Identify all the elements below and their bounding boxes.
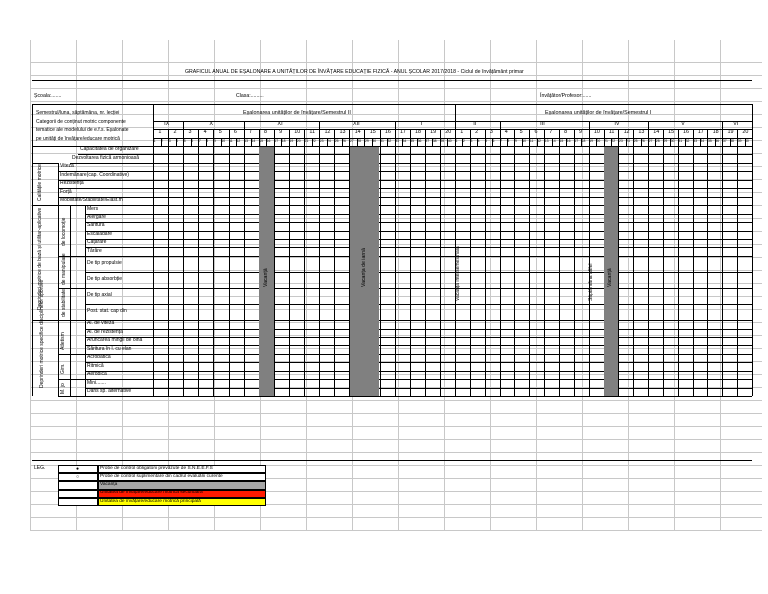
week-number: 3 — [188, 129, 192, 135]
lesson-number: 34 — [402, 139, 407, 143]
row-label: Capacitatea de organizare — [80, 146, 139, 153]
bg-grid-row — [30, 322, 762, 323]
bg-grid-row — [30, 270, 762, 271]
bg-grid-row — [30, 283, 762, 284]
week-number: 2 — [475, 129, 479, 135]
row-label: Îndemânare(cap. Coordinative) — [60, 171, 129, 178]
lesson-number: 5 — [485, 139, 488, 143]
lesson-number: 31 — [678, 139, 683, 143]
row-label: Escaladare — [87, 230, 113, 237]
bg-grid-row — [30, 530, 762, 531]
lesson-number: 32 — [685, 139, 690, 143]
week-number: 15 — [668, 129, 675, 135]
grid-col — [574, 129, 575, 396]
row-label: Mini....... — [87, 379, 106, 386]
month-divider — [500, 121, 501, 129]
grid-col — [274, 129, 275, 396]
row-line — [85, 214, 752, 215]
row-label: De tip absorbție — [87, 276, 123, 283]
lesson-number: 11 — [529, 139, 534, 143]
group-divider — [85, 205, 86, 396]
header-bottom — [32, 146, 752, 147]
bg-grid-row — [30, 257, 762, 258]
grid-col — [678, 129, 679, 396]
lesson-number: 21 — [604, 139, 608, 143]
grid-col — [663, 129, 664, 396]
month-label: XI — [277, 121, 283, 127]
row-line — [85, 247, 752, 248]
lesson-number: 14 — [551, 139, 556, 143]
month-label: I — [420, 121, 423, 127]
week-number: 19 — [430, 129, 437, 135]
group-label-capacities: Calitățile motrice — [37, 164, 43, 202]
group-divider — [58, 163, 59, 205]
lesson-number: 10 — [522, 139, 526, 143]
bg-grid-row — [30, 413, 762, 414]
lesson-number: 24 — [327, 139, 331, 143]
grid-col — [440, 129, 441, 396]
lesson-number: 33 — [395, 139, 399, 143]
lesson-number: 3 — [470, 139, 473, 143]
week-number: 16 — [384, 129, 391, 135]
grid-col — [244, 129, 245, 396]
lesson-number: 39 — [737, 139, 742, 143]
lesson-number: 36 — [715, 139, 720, 143]
bg-grid-row — [30, 348, 762, 349]
lesson-number: 6 — [492, 139, 495, 143]
lesson-number: 1 — [455, 139, 458, 143]
bg-grid-row — [30, 101, 762, 102]
row-label: Dans sp. alternative — [87, 388, 132, 395]
grid-col — [425, 129, 426, 396]
month-divider — [183, 121, 184, 129]
row-label: Acrobatică — [87, 354, 111, 361]
bg-grid-row — [30, 153, 762, 154]
grid-col — [722, 129, 723, 396]
row-line — [85, 272, 752, 273]
week-number: 13 — [339, 129, 346, 135]
legend-top-line — [32, 460, 752, 461]
week-number: 12 — [623, 129, 630, 135]
legend-text: Probe de control obligatorii prevăzute de S.N.E.E.F.S — [100, 465, 213, 471]
header-label: Semestrul/luna, săptămâna, nr. lecției — [36, 110, 120, 116]
legend-text: Unitatea de învățare/educare motrică principală — [100, 498, 201, 504]
row-label: Post. stat. cap din — [87, 308, 127, 315]
month-label: IV — [614, 121, 620, 127]
week-number: 11 — [608, 129, 615, 135]
week-number: 10 — [593, 129, 600, 135]
lesson-number: 3 — [168, 139, 171, 143]
lesson-number: 13 — [544, 139, 549, 143]
legend-symbol-cell — [58, 490, 98, 498]
month-label: IX — [164, 121, 170, 127]
lesson-number: 12 — [537, 139, 541, 143]
week-number: 15 — [369, 129, 376, 135]
grid-col — [395, 129, 396, 396]
row-label: Mobilitate/Stabilitate/Elast.m — [60, 197, 123, 204]
grid-col — [693, 129, 694, 396]
lesson-number: 40 — [447, 139, 452, 143]
header-top — [32, 104, 752, 105]
legend-symbol-cell — [58, 498, 98, 506]
row-label: Cățărare — [87, 239, 107, 246]
lesson-number: 26 — [641, 139, 645, 143]
week-number: 3 — [489, 129, 493, 135]
legend-text: Vacanța — [100, 482, 118, 488]
week-number: 7 — [549, 129, 553, 135]
lesson-number: 30 — [670, 139, 675, 143]
lesson-number: 22 — [611, 139, 616, 143]
lesson-number: 13 — [244, 139, 248, 143]
grid-col — [648, 129, 649, 396]
week-number: 9 — [579, 129, 583, 135]
grid-col — [380, 129, 381, 396]
lesson-number: 28 — [655, 139, 660, 143]
week-number: 18 — [712, 129, 719, 135]
bg-grid-row — [30, 296, 762, 297]
grid-col — [213, 129, 214, 396]
lesson-number: 28 — [357, 139, 362, 143]
group-divider — [58, 205, 59, 396]
month-divider — [244, 121, 245, 129]
grid-col — [529, 129, 530, 396]
teacher-label: Învățător/Profesor:...... — [540, 93, 592, 99]
row-label: Alergare — [87, 214, 106, 221]
row-line — [70, 163, 752, 164]
lesson-number: 23 — [618, 139, 623, 143]
row-line — [85, 329, 752, 330]
lesson-number: 20 — [596, 139, 601, 143]
week-number: 17 — [399, 129, 406, 135]
week-number: 11 — [309, 129, 315, 135]
week-number: 16 — [682, 129, 689, 135]
frame-left — [32, 104, 33, 396]
grid-col — [183, 129, 184, 396]
week-number: 4 — [203, 129, 207, 135]
grid-col — [153, 129, 154, 396]
month-divider — [395, 121, 396, 129]
header-label: Categorii de conținut motric componente — [36, 118, 126, 125]
lesson-number: 10 — [221, 139, 226, 143]
lesson-number: 19 — [589, 139, 594, 143]
grid-col — [544, 129, 545, 396]
lesson-number: 8 — [206, 139, 209, 143]
lesson-number: 34 — [700, 139, 705, 143]
row-label: Târâre — [87, 247, 102, 254]
lesson-number: 37 — [722, 139, 727, 143]
row-line — [85, 354, 752, 355]
lesson-number: 35 — [410, 139, 415, 143]
row-label: Al. de rezistență — [87, 328, 123, 335]
grid-col — [334, 129, 335, 396]
row-label: Al. de viteză — [87, 320, 115, 327]
bg-grid-row — [30, 114, 762, 115]
bg-grid-row — [30, 309, 762, 310]
group-divider — [70, 205, 71, 320]
grid-col — [485, 129, 486, 396]
sub-label-locomotion: de locomoție — [61, 217, 67, 246]
week-number: 1 — [158, 129, 162, 135]
group-line — [58, 320, 85, 321]
vacation-label: Săptămâna altfel — [588, 263, 595, 302]
lesson-number: 29 — [663, 139, 668, 143]
group-label-basic-skills: Deprinderi motrice de bază și utilitar-aplicative — [37, 207, 43, 311]
row-label: Forță — [60, 188, 72, 195]
lesson-number: 23 — [319, 139, 324, 143]
vacation-label: Vacanță intersemestrială — [454, 246, 461, 302]
group-line — [58, 379, 85, 380]
legend-text: Unitatea de învățare/educare motrică secundară — [100, 490, 203, 496]
row-label: Rezistență — [60, 180, 84, 187]
legend-symbol-cell — [58, 481, 98, 489]
vacation-label: Vacanța de iarnă — [360, 248, 367, 288]
lesson-number: 38 — [432, 139, 437, 143]
month-label: II — [473, 121, 477, 127]
row-label: Viteză — [60, 163, 74, 170]
vacation-label: Vacanță — [262, 268, 269, 288]
lesson-number: 8 — [507, 139, 510, 143]
grid-col — [410, 129, 411, 396]
lesson-number: 18 — [581, 139, 586, 143]
week-number: 19 — [727, 129, 734, 135]
month-label: V — [681, 121, 685, 127]
row-line — [78, 154, 752, 155]
lesson-number: 26 — [342, 139, 346, 143]
week-number: 13 — [638, 129, 645, 135]
lesson-number: 30 — [372, 139, 377, 143]
bg-grid-row — [30, 218, 762, 219]
legend-symbol: ○ — [76, 473, 80, 480]
bg-grid-row — [30, 127, 762, 128]
lesson-number: 37 — [425, 139, 430, 143]
lesson-number: 40 — [744, 139, 749, 143]
lesson-number: 25 — [633, 139, 638, 143]
legend-title: LEG. — [34, 465, 46, 471]
lesson-number: 2 — [160, 139, 163, 143]
bg-grid-row — [30, 426, 762, 427]
frame-right — [752, 104, 753, 396]
lesson-number: 16 — [566, 139, 571, 143]
legend-symbol: ● — [76, 465, 80, 472]
bg-grid-row — [30, 439, 762, 440]
week-number: 12 — [324, 129, 331, 135]
lesson-number: 1 — [153, 139, 156, 143]
row-line — [85, 239, 752, 240]
lesson-number: 5 — [183, 139, 186, 143]
lesson-number: 14 — [251, 139, 256, 143]
lesson-number: 7 — [500, 139, 503, 143]
lesson-number: 4 — [176, 139, 178, 143]
lesson-number: 9 — [214, 139, 216, 143]
lesson-number: 33 — [693, 139, 697, 143]
grid-col — [289, 129, 290, 396]
row-line — [85, 304, 752, 305]
sub-label-sport-games: M. jo — [60, 383, 66, 395]
row-line — [85, 256, 752, 257]
grid-col — [168, 129, 169, 396]
group-label-sport-skills: Deprinderi motrice specifice disciplinelor sportive — [39, 280, 45, 389]
row-line — [85, 231, 752, 232]
week-number: 5 — [218, 129, 222, 135]
row-line — [85, 288, 752, 289]
row-label: Ritmică — [87, 362, 104, 369]
legend-text-cell — [98, 481, 266, 489]
group-line — [58, 354, 85, 355]
lesson-number: 22 — [311, 139, 316, 143]
row-label: Aruncarea mingii de oină — [87, 337, 143, 344]
sub-label-stability: de stabilitate — [61, 288, 67, 318]
grid-col — [737, 129, 738, 396]
lesson-number: 11 — [229, 139, 233, 143]
legend-text: Probe de control suplimentare din cadrul evaluării curente — [100, 474, 223, 479]
lesson-number: 39 — [440, 139, 445, 143]
sub-label-athletics: Atletism — [60, 332, 66, 350]
lesson-number: 36 — [417, 139, 422, 143]
week-number: 18 — [415, 129, 422, 135]
grid-col — [304, 129, 305, 396]
row-label: De tip axial — [87, 292, 112, 299]
bg-grid-row — [30, 244, 762, 245]
row-line — [85, 362, 752, 363]
grid-col — [198, 129, 199, 396]
lesson-number: 2 — [462, 139, 465, 143]
vacation-label: Vacanță — [607, 268, 614, 288]
lesson-number: 7 — [198, 139, 201, 143]
week-number: 6 — [233, 129, 237, 135]
row-line — [85, 388, 752, 389]
month-label: XII — [352, 121, 360, 127]
title-underline — [32, 80, 752, 81]
grid-col — [319, 129, 320, 396]
month-divider — [589, 121, 590, 129]
lesson-number: 16 — [266, 139, 271, 143]
row-line — [85, 396, 752, 397]
lesson-number: 27 — [349, 139, 354, 143]
row-line — [85, 337, 752, 338]
month-label: III — [540, 121, 545, 127]
week-number: 17 — [697, 129, 704, 135]
lesson-number: 6 — [191, 139, 194, 143]
group-divider — [70, 320, 71, 396]
bg-grid-row — [30, 400, 762, 401]
semester-divider — [455, 104, 456, 129]
row-label: Aerobică — [87, 371, 107, 378]
class-label: Clasa:......... — [236, 93, 264, 99]
grid-col — [470, 129, 471, 396]
week-number: 20 — [445, 129, 452, 135]
week-number: 20 — [742, 129, 749, 135]
week-number: 9 — [279, 129, 283, 135]
week-number: 8 — [264, 129, 268, 135]
row-label: Săritură — [87, 222, 105, 229]
grid-col — [500, 129, 501, 396]
week-number: 1 — [460, 129, 464, 135]
group-line — [58, 396, 85, 397]
month-divider — [648, 121, 649, 129]
row-line — [85, 379, 752, 380]
lesson-number: 32 — [387, 139, 392, 143]
grid-col — [707, 129, 708, 396]
header-label: pe unități de învățare/educare motrică — [36, 135, 120, 142]
lesson-number: 12 — [236, 139, 241, 143]
month-divider — [319, 121, 320, 129]
row-label: De tip propulsie — [87, 260, 122, 267]
row-line — [85, 320, 752, 321]
header-label: tematice ale modelului de e.f.s. Eșalonate — [36, 127, 129, 134]
grid-col — [633, 129, 634, 396]
row-line — [85, 371, 752, 372]
row-label: Săritura în l. cu elan — [87, 345, 132, 352]
bg-grid-row — [30, 517, 762, 518]
grid-col — [618, 129, 619, 396]
bg-grid-row — [30, 88, 762, 89]
bg-grid-row — [30, 62, 762, 63]
lesson-number: 38 — [730, 139, 734, 143]
week-number: 14 — [653, 129, 660, 135]
sub-label-gymnastics: Gim. — [60, 363, 66, 375]
week-number: 4 — [504, 129, 508, 135]
semester-ii-label: Eșalonarea unităților de învățare/Semestrul II — [243, 110, 351, 116]
school-label: Școala:....... — [34, 93, 62, 99]
grid-col — [229, 129, 230, 396]
group-line — [32, 205, 58, 206]
lesson-number: 25 — [334, 139, 339, 143]
group-line — [32, 163, 58, 164]
lesson-number: 9 — [515, 139, 517, 143]
row-line — [85, 345, 752, 346]
week-number: 2 — [173, 129, 177, 135]
week-number: 14 — [354, 129, 361, 135]
week-number: 6 — [534, 129, 538, 135]
lesson-number: 15 — [259, 139, 264, 143]
frame-col — [153, 104, 154, 129]
month-label: VI — [733, 121, 739, 127]
lesson-number: 20 — [296, 139, 301, 143]
doc-title: GRAFICUL ANUAL DE EȘALONARE A UNITĂȚILOR DE ÎNVĂȚARE EDUCAȚIE FIZICĂ - ANUL ȘCOLAR 2017/2018 - Ciclul de învățământ primar — [185, 69, 524, 75]
lesson-number: 24 — [626, 139, 630, 143]
lesson-number: 21 — [304, 139, 309, 143]
lesson-number: 27 — [648, 139, 653, 143]
grid-col — [514, 129, 515, 396]
week-number: 8 — [564, 129, 568, 135]
bg-grid-row — [30, 335, 762, 336]
week-number: 5 — [519, 129, 523, 135]
lesson-number: 29 — [365, 139, 369, 143]
week-number: 7 — [248, 129, 252, 135]
lesson-number: 15 — [559, 139, 564, 143]
lesson-number: 17 — [274, 139, 279, 143]
month-label: X — [209, 121, 214, 127]
lesson-number: 35 — [708, 139, 712, 143]
lesson-number: 31 — [380, 139, 384, 143]
semester-i-label: Eșalonarea unităților de învățare/Semestrul I — [545, 110, 652, 116]
row-line — [85, 222, 752, 223]
week-number: 10 — [294, 129, 301, 135]
month-divider — [722, 121, 723, 129]
lesson-number: 4 — [477, 139, 480, 143]
lesson-number: 19 — [289, 139, 294, 143]
lesson-number: 17 — [574, 139, 579, 143]
row-label: Mers — [87, 205, 99, 212]
sub-label-manipulation: de manipulare — [61, 253, 67, 285]
grid-col — [559, 129, 560, 396]
row-label: Dezvoltarea fizică armonioasă — [72, 154, 139, 161]
bg-grid-row — [30, 452, 762, 453]
lesson-number: 18 — [281, 139, 286, 143]
